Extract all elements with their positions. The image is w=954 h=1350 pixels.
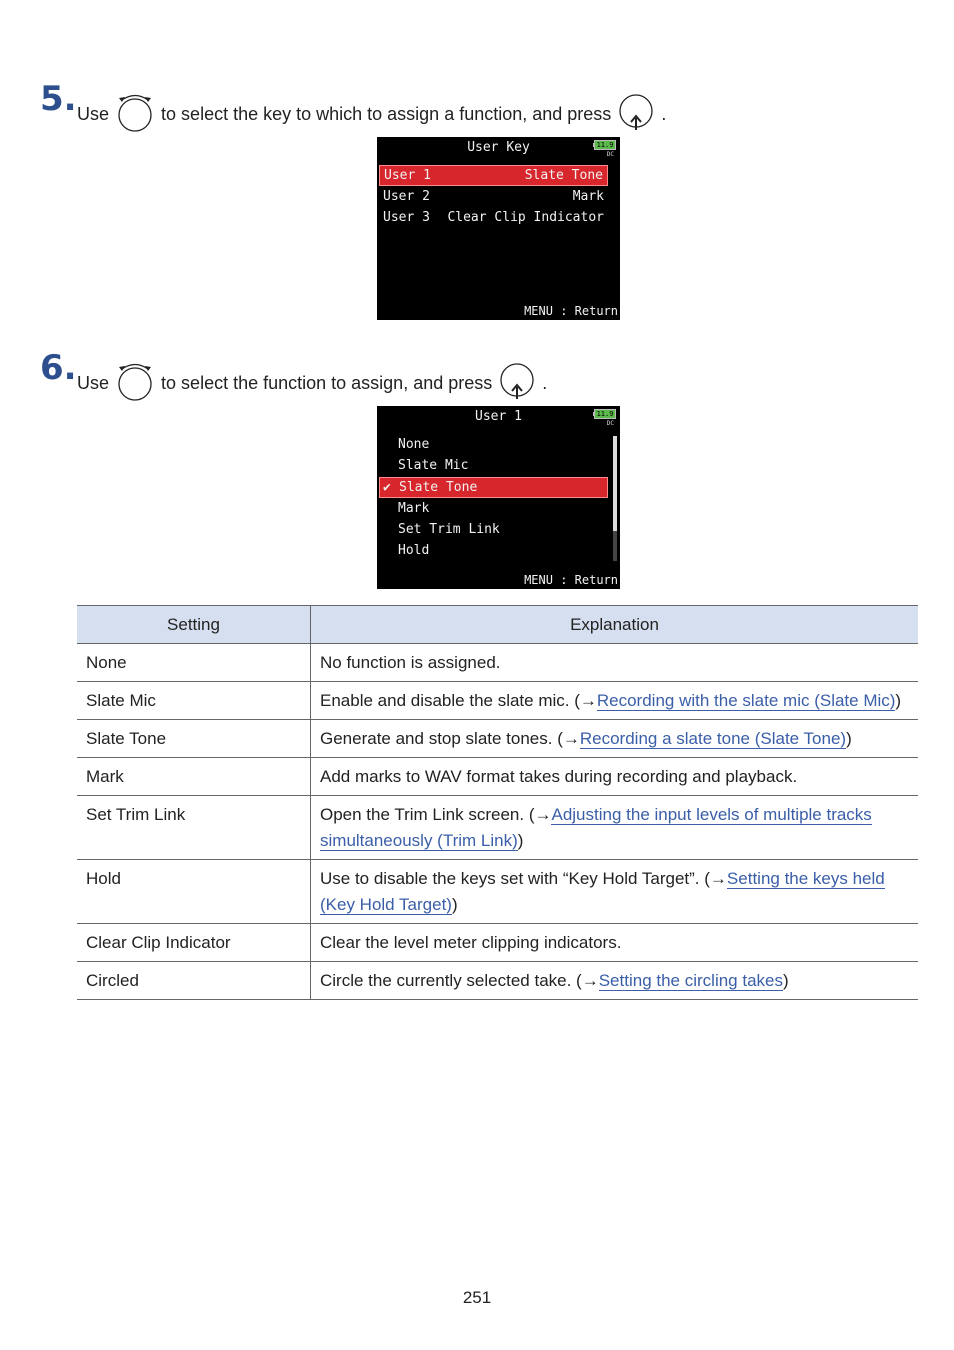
link-slate-mic[interactable]: Recording with the slate mic (Slate Mic)	[596, 691, 896, 710]
screen-title: User Key	[467, 140, 530, 155]
press-dial-icon	[497, 361, 537, 405]
screen-row-user1[interactable]: User 1 Slate Tone	[379, 165, 608, 186]
header-explanation: Explanation	[311, 606, 919, 644]
press-dial-icon	[616, 92, 656, 136]
header-setting: Setting	[77, 606, 311, 644]
user1-function-screen	[377, 406, 620, 589]
function-item-slate-mic[interactable]: Slate Mic	[398, 458, 469, 473]
link-slate-tone[interactable]: Recording a slate tone (Slate Tone)	[579, 729, 847, 748]
explanation-cell: Circle the currently selected take. (→Setting the circling takes)	[311, 962, 919, 1000]
setting-cell: Circled	[77, 962, 311, 1000]
explanation-cell: Use to disable the keys set with “Key Hold Target”. (→Setting the keys held (Key Hold Target))	[311, 860, 919, 924]
setting-cell: Mark	[77, 758, 311, 796]
setting-cell: Slate Mic	[77, 682, 311, 720]
link-circling-takes[interactable]: Setting the circling takes	[598, 971, 783, 990]
function-item-hold[interactable]: Hold	[398, 543, 430, 558]
step-instruction: Use to select the key to which to assign a function, and press .	[77, 90, 666, 138]
battery-icon: 11.9	[594, 140, 616, 150]
scrollbar-thumb[interactable]	[613, 436, 617, 531]
settings-table	[77, 605, 918, 1000]
user-key-screen	[377, 137, 620, 320]
link-trim-link[interactable]: Adjusting the input levels of multiple tracks simultaneously (Trim Link)	[320, 805, 872, 850]
setting-cell: Clear Clip Indicator	[77, 924, 311, 962]
scrollbar[interactable]	[613, 436, 617, 561]
explanation-cell: Enable and disable the slate mic. (→Recording with the slate mic (Slate Mic))	[311, 682, 919, 720]
table-row	[77, 924, 918, 962]
function-item-none[interactable]: None	[398, 437, 430, 452]
setting-cell: Set Trim Link	[77, 796, 311, 860]
rotate-dial-icon	[114, 359, 156, 407]
step-instruction: Use to select the function to assign, and press .	[77, 359, 547, 407]
screen-row-user2[interactable]: User 2 Mark	[383, 189, 604, 204]
link-key-hold-target[interactable]: Setting the keys held (Key Hold Target)	[320, 869, 885, 914]
battery-icon: 11.9	[594, 409, 616, 419]
explanation-cell: No function is assigned.	[311, 644, 919, 682]
check-icon: ✔	[383, 480, 391, 495]
table-row	[77, 796, 918, 860]
screen-footer: MENU : Return	[524, 304, 618, 318]
screen-footer: MENU : Return	[524, 573, 618, 587]
function-item-slate-tone[interactable]: ✔ Slate Tone	[379, 477, 608, 498]
setting-cell: None	[77, 644, 311, 682]
rotate-dial-icon	[114, 90, 156, 138]
table-row	[77, 682, 918, 720]
table-row	[77, 962, 918, 1000]
table-row	[77, 720, 918, 758]
screen-row-user3[interactable]: User 3 Clear Clip Indicator	[383, 210, 604, 225]
step-number: 5.	[40, 79, 77, 119]
table-row	[77, 644, 918, 682]
setting-cell: Slate Tone	[77, 720, 311, 758]
setting-cell: Hold	[77, 860, 311, 924]
table-row	[77, 758, 918, 796]
function-item-mark[interactable]: Mark	[398, 501, 430, 516]
explanation-cell: Generate and stop slate tones. (→Recording a slate tone (Slate Tone))	[311, 720, 919, 758]
table-row	[77, 860, 918, 924]
table-header-row	[77, 606, 918, 644]
dc-label: DC	[606, 420, 614, 427]
step-number: 6.	[40, 348, 77, 388]
explanation-cell: Open the Trim Link screen. (→Adjusting the input levels of multiple tracks simultaneously (Trim Link))	[311, 796, 919, 860]
explanation-cell: Clear the level meter clipping indicators.	[311, 924, 919, 962]
function-item-set-trim-link[interactable]: Set Trim Link	[398, 522, 500, 537]
dc-label: DC	[606, 151, 614, 158]
explanation-cell: Add marks to WAV format takes during recording and playback.	[311, 758, 919, 796]
page-number: 251	[462, 1288, 492, 1307]
screen-title: User 1	[475, 409, 522, 424]
